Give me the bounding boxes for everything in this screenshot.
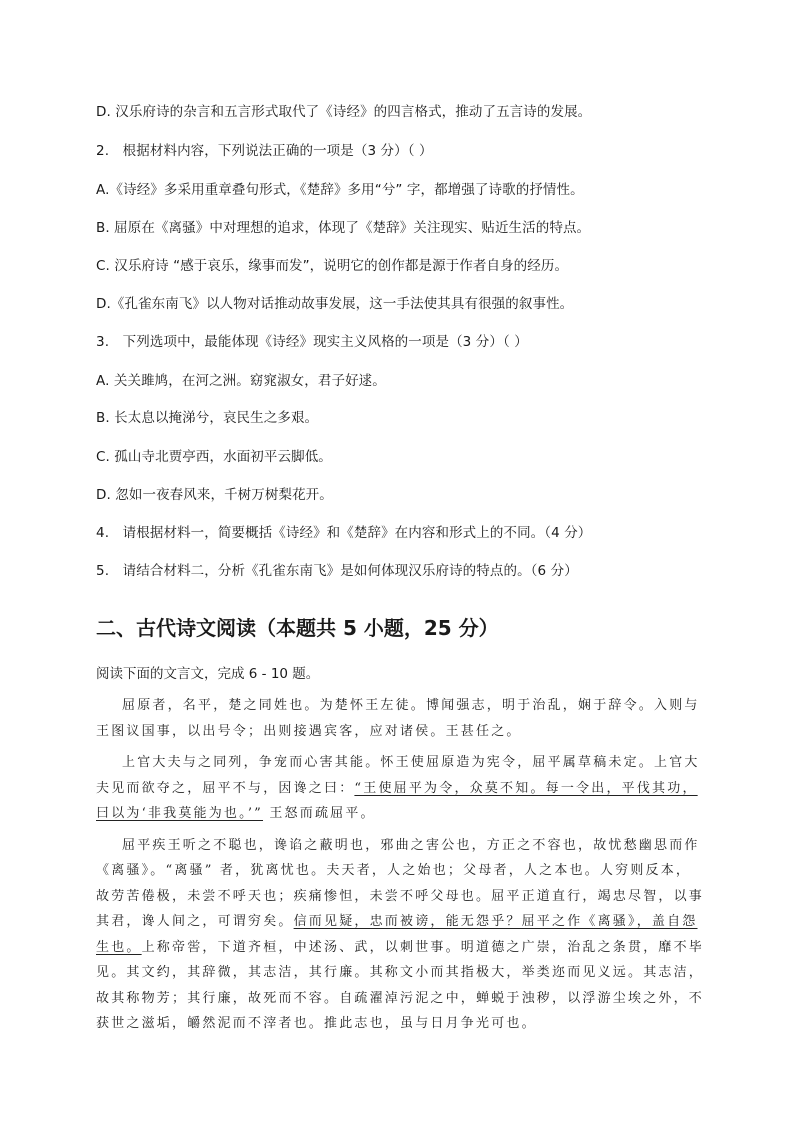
passage-paragraph-1 — [96, 693, 704, 744]
passage-p2-underlined: “王使屈平为令，众莫不知。每一令出，平伐其功，曰以为‘非我莫能为也。’” — [96, 780, 698, 821]
classical-passage — [96, 693, 704, 1037]
q2-option-c: C. 汉乐府诗 “感于哀乐，缘事而发”，说明它的创作都是源于作者自身的经历。 — [96, 258, 569, 274]
passage-p3-underlined: 信而见疑，忠而被谤，能无怨乎？屈平之作《离骚》，盖自怨生也。 — [96, 914, 698, 955]
q2-stem: 2. 根据材料内容，下列说法正确的一项是（3 分）（ ） — [96, 143, 433, 159]
q4-stem: 4. 请根据材料一，简要概括《诗经》和《楚辞》在内容和形式上的不同。（4 分） — [96, 525, 592, 541]
passage-p3-tail: 上称帝喾，下道齐桓，中述汤、武，以刺世事。明道德之广崇，治乱之条贯，靡不毕见。其文约，其辞微，其志洁，其行廉。其称文小而其指极大，举类迩而见义远。其志洁，故其称物芳；其行廉，故死而不容。自疏濯淖污泥之中，蝉蜕于浊秽，以浮游尘埃之外，不获世之滋垢，皭然泥而不滓者也。推此志也，虽与日月争光可也。 — [96, 939, 705, 1031]
passage-p2-text: 上官大夫与之同列，争宠而心害其能。怀王使屈原造为宪令，屈平属草稿未定。上官大夫见而欲夺之，屈平不与，因谗之曰： — [96, 755, 700, 796]
passage-p1-text: 屈原者，名平，楚之同姓也。为楚怀王左徒。博闻强志，明于治乱，娴于辞令。入则与王图议国事，以出号令；出则接遇宾客，应对诸侯。王甚任之。 — [96, 698, 700, 739]
q3-option-c: C. 孤山寺北贾亭西，水面初平云脚低。 — [96, 449, 332, 465]
passage-p3-text: 屈平疾王听之不聪也，谗谄之蔽明也，邪曲之害公也，方正之不容也，故忧愁幽思而作《离骚》。“离骚” 者，犹离忧也。夫天者，人之始也；父母者，人之本也。人穷则反本，故劳苦倦极，未尝不呼天也；疾痛惨怛，未尝不呼父母也。屈平正道直行，竭忠尽智，以事其君，谗人间之，可谓穷矣。 — [96, 837, 705, 929]
section-intro: 阅读下面的文言文，完成 6 - 10 题。 — [96, 666, 320, 682]
q3-stem: 3. 下列选项中，最能体现《诗经》现实主义风格的一项是（3 分）（ ） — [96, 334, 528, 350]
passage-paragraph-3 — [96, 833, 704, 1037]
q3-option-b: B. 长太息以掩涕兮，哀民生之多艰。 — [96, 410, 319, 426]
q2-option-a: A.《诗经》多采用重章叠句形式，《楚辞》多用“兮” 字，都增强了诗歌的抒情性。 — [96, 182, 584, 198]
passage-p2-tail: 王怒而疏屈平。 — [263, 806, 376, 821]
q5-stem: 5. 请结合材料二，分析《孔雀东南飞》是如何体现汉乐府诗的特点的。（6 分） — [96, 563, 578, 579]
passage-paragraph-2 — [96, 750, 704, 827]
q3-option-a: A. 关关雎鸠，在河之洲。窈窕淑女，君子好逑。 — [96, 373, 386, 389]
q2-option-b: B. 屈原在《离骚》中对理想的追求，体现了《楚辞》关注现实、贴近生活的特点。 — [96, 220, 591, 236]
q2-option-d: D.《孔雀东南飞》以人物对话推动故事发展，这一手法使其具有很强的叙事性。 — [96, 296, 574, 312]
section-heading: 二、古代诗文阅读（本题共 5 小题，25 分） — [96, 616, 499, 640]
q1-option-d: D. 汉乐府诗的杂言和五言形式取代了《诗经》的四言格式，推动了五言诗的发展。 — [96, 104, 592, 120]
q3-option-d: D. 忽如一夜春风来，千树万树梨花开。 — [96, 487, 333, 503]
